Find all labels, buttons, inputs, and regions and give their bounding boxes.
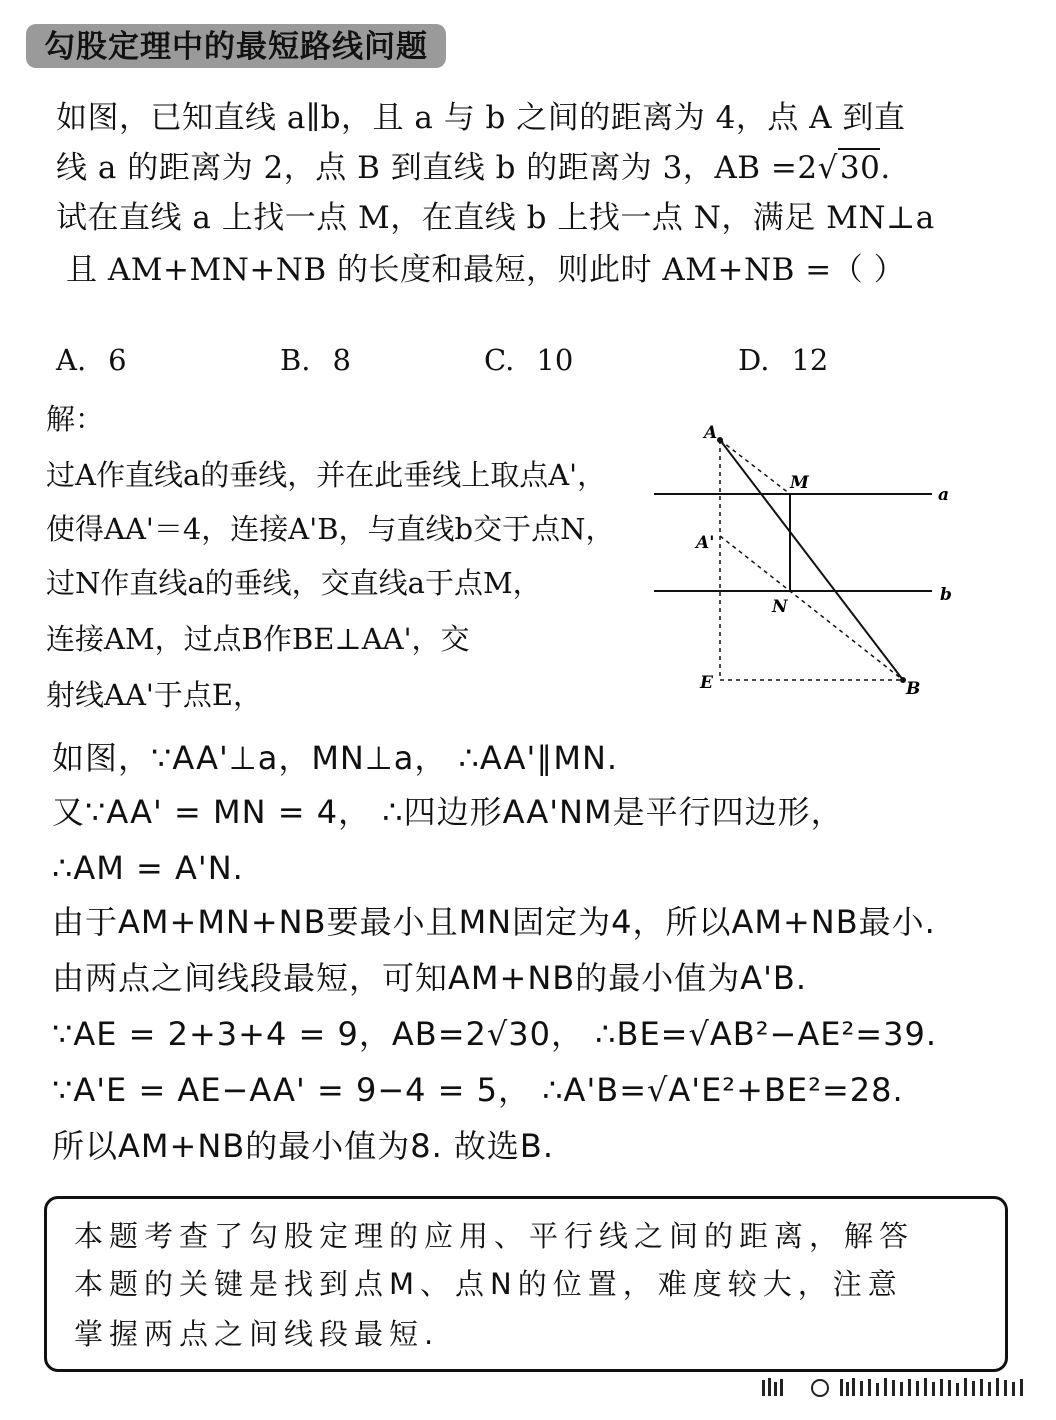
label-e: E <box>700 673 713 693</box>
derivation-line-2: 又∵AA' = MN = 4， ∴四边形AA'NM是平行四边形， <box>52 793 844 831</box>
question-line-2-end: . <box>880 150 891 186</box>
derivation-line-8: 所以AM+NB的最小值为8. 故选B. <box>52 1127 555 1165</box>
derivation-line-4: 由于AM+MN+NB要最小且MN固定为4，所以AM+NB最小. <box>52 903 936 941</box>
choice-a-value: 6 <box>108 343 127 377</box>
summary-line-3: 掌握两点之间线段最短. <box>74 1317 440 1351</box>
choice-d-value: 12 <box>791 343 829 377</box>
label-b-point: B <box>906 679 921 699</box>
derivation-line-3: ∴AM = A'N. <box>52 849 244 887</box>
derivation-line-6: ∵AE = 2+3+4 = 9，AB=2√30， ∴BE=√AB²−AE²=39. <box>52 1015 938 1053</box>
question-line-2 <box>56 148 891 188</box>
question-line-4: 且 AM+MN+NB 的长度和最短，则此时 AM+NB =（ ） <box>66 252 906 288</box>
choice-d <box>738 340 828 380</box>
choice-b <box>280 340 351 380</box>
choice-a <box>56 340 127 380</box>
choice-d-label: D. <box>738 343 770 377</box>
summary-line-2: 本题的关键是找到点M、点N的位置，难度较大，注意 <box>74 1267 903 1301</box>
geometry-diagram <box>650 418 970 708</box>
solution-heading: 解： <box>46 402 105 436</box>
watermark-logo <box>760 1376 1030 1398</box>
solution-line-3: 过N作直线a的垂线，交直线a于点M， <box>46 566 542 600</box>
derivation-line-5: 由两点之间线段最短，可知AM+NB的最小值为A'B. <box>52 959 808 997</box>
choice-a-label: A. <box>56 343 87 377</box>
line-ab <box>720 440 903 680</box>
question-line-3: 试在直线 a 上找一点 M，在直线 b 上找一点 N，满足 MN⊥a <box>56 200 935 236</box>
solution-line-4: 连接AM，过点B作BE⊥AA'，交 <box>46 622 470 656</box>
question-line-1: 如图，已知直线 a∥b，且 a 与 b 之间的距离为 4，点 A 到直 <box>56 100 906 136</box>
point-a <box>717 437 723 443</box>
choice-b-label: B. <box>280 343 311 377</box>
page-title: 勾股定理中的最短路线问题 <box>44 29 428 65</box>
summary-line-1: 本题考查了勾股定理的应用、平行线之间的距离，解答 <box>74 1219 915 1253</box>
sqrt-radicand: 30 <box>839 150 881 186</box>
solution-line-1: 过A作直线a的垂线，并在此垂线上取点A'， <box>46 458 607 492</box>
derivation-line-7: ∵A'E = AE−AA' = 9−4 = 5， ∴A'B=√A'E²+BE²=28. <box>52 1071 904 1109</box>
solution-line-2: 使得AA'＝4，连接A'B，与直线b交于点N， <box>46 512 615 546</box>
label-line-b: b <box>940 585 952 605</box>
solution-line-5: 射线AA'于点E， <box>46 678 263 712</box>
label-n: N <box>772 597 788 617</box>
label-line-a: a <box>938 485 950 505</box>
label-a-point: A <box>704 423 718 443</box>
question-line-2-text: 线 a 的距离为 2，点 B 到直线 b 的距离为 3，AB =2 <box>56 150 818 186</box>
derivation-line-1: 如图，∵AA'⊥a，MN⊥a， ∴AA'∥MN. <box>52 739 619 777</box>
choice-c-value: 10 <box>536 343 574 377</box>
label-m: M <box>790 473 809 493</box>
choice-c <box>484 340 573 380</box>
line-a-prime-b <box>720 536 903 680</box>
sqrt-symbol: √ <box>817 150 838 186</box>
choice-c-label: C. <box>484 343 515 377</box>
choice-b-value: 8 <box>332 343 351 377</box>
label-a-prime: A' <box>696 533 715 553</box>
